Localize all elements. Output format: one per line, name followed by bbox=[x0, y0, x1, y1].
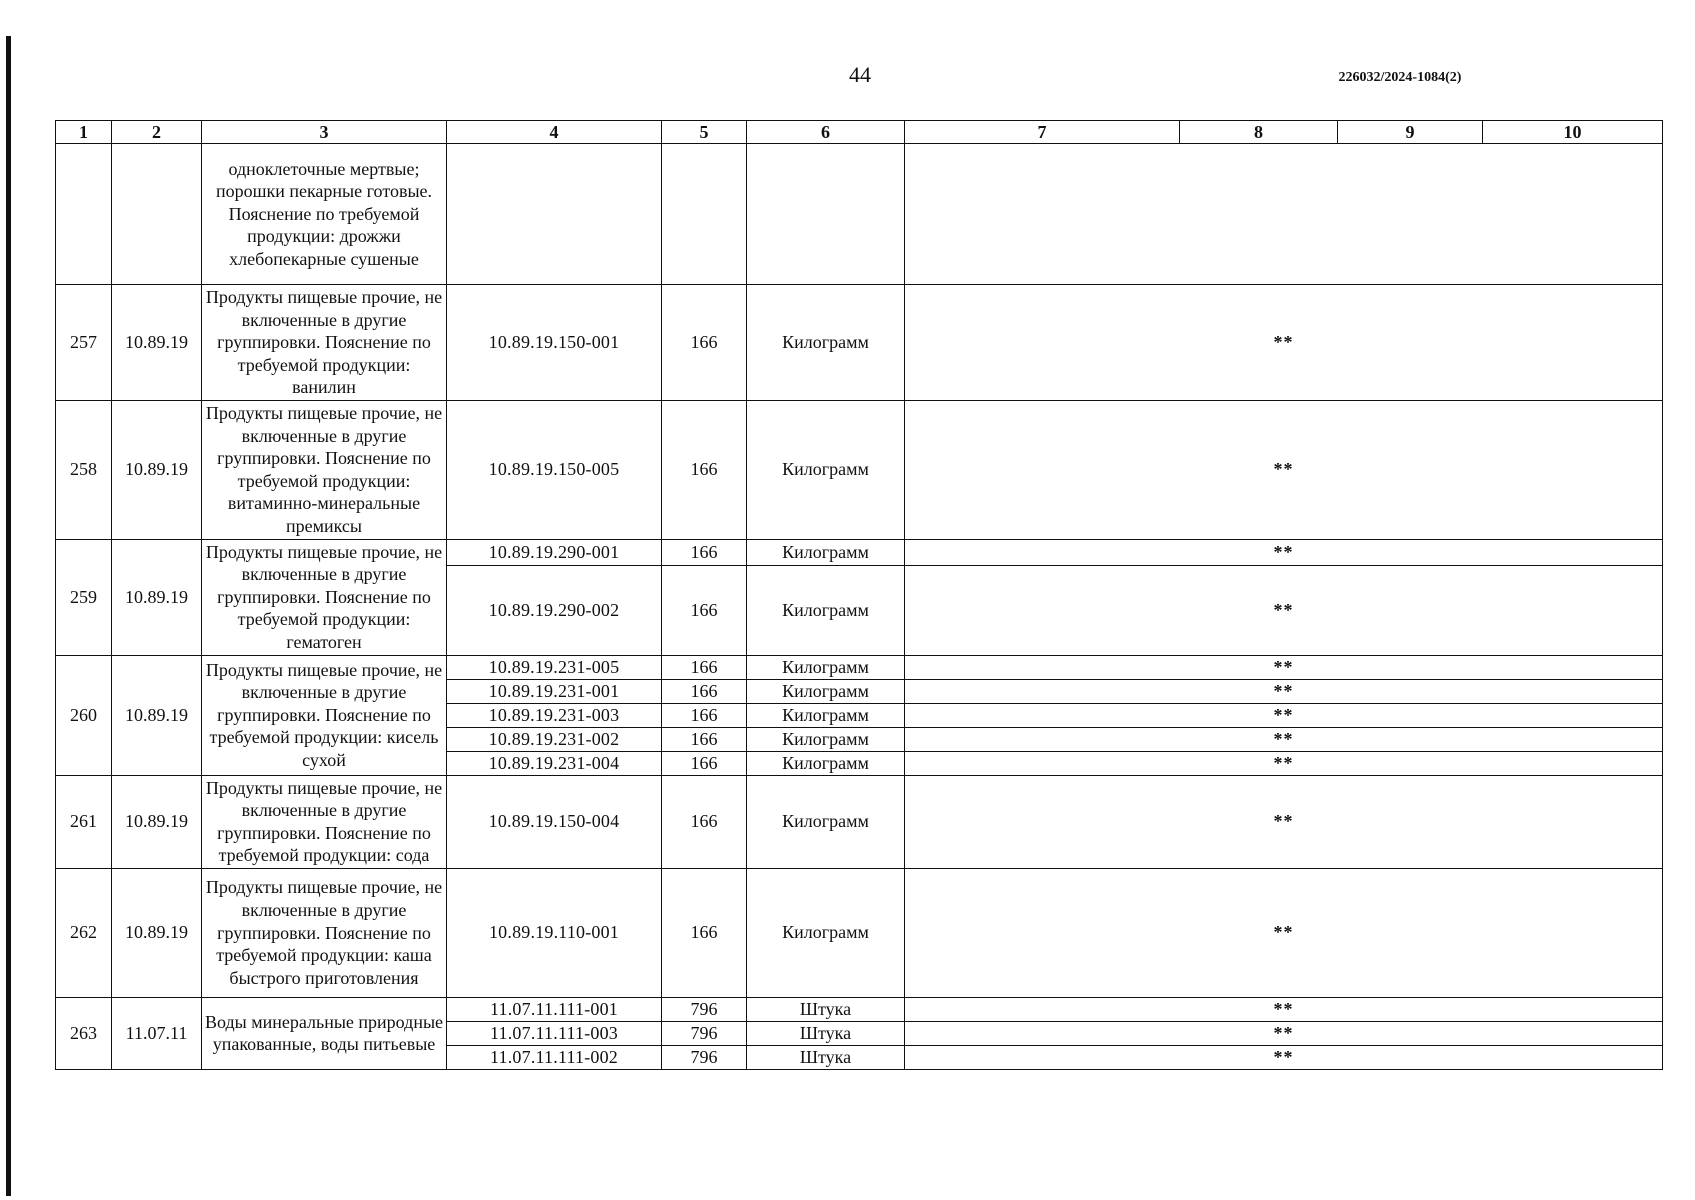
code-cell: 10.89.19.150-001 bbox=[447, 285, 662, 401]
code-cell: 11.07.11.111-002 bbox=[447, 1045, 662, 1069]
description-cell: Продукты пищевые прочие, не включенные в другие группировки. Пояснение по требуемой продукции: гематоген bbox=[202, 539, 447, 655]
unit-cell: Килограмм bbox=[747, 868, 905, 997]
code-cell: 10.89.19.290-002 bbox=[447, 566, 662, 655]
characteristics-cell: ** bbox=[905, 285, 1663, 401]
table-row bbox=[56, 285, 1663, 401]
code-cell bbox=[447, 144, 662, 285]
okei-cell: 166 bbox=[662, 679, 747, 703]
unit-cell: Штука bbox=[747, 997, 905, 1021]
code-cell: 10.89.19.110-001 bbox=[447, 868, 662, 997]
okei-cell: 166 bbox=[662, 285, 747, 401]
description-cell: Воды минеральные природные упакованные, воды питьевые bbox=[202, 997, 447, 1069]
unit-cell: Килограмм bbox=[747, 703, 905, 727]
column-header: 4 bbox=[447, 121, 662, 144]
characteristics-cell: ** bbox=[905, 997, 1663, 1021]
code-cell: 11.07.11.111-003 bbox=[447, 1021, 662, 1045]
okpd-cell: 10.89.19 bbox=[112, 400, 202, 539]
okei-cell: 166 bbox=[662, 868, 747, 997]
description-cell: Продукты пищевые прочие, не включенные в другие группировки. Пояснение по требуемой продукции: каша быстрого приготовления bbox=[202, 868, 447, 997]
okpd-cell: 11.07.11 bbox=[112, 997, 202, 1069]
okei-cell: 166 bbox=[662, 727, 747, 751]
row-number-cell: 260 bbox=[56, 655, 112, 775]
column-header: 7 bbox=[905, 121, 1180, 144]
table-row bbox=[56, 868, 1663, 997]
characteristics-cell: ** bbox=[905, 539, 1663, 566]
row-number-cell: 258 bbox=[56, 400, 112, 539]
description-cell: Продукты пищевые прочие, не включенные в другие группировки. Пояснение по требуемой продукции: сода bbox=[202, 775, 447, 868]
column-header: 1 bbox=[56, 121, 112, 144]
column-header: 6 bbox=[747, 121, 905, 144]
column-number-row bbox=[56, 121, 1663, 144]
unit-cell: Килограмм bbox=[747, 679, 905, 703]
okpd-cell: 10.89.19 bbox=[112, 775, 202, 868]
row-number-cell: 261 bbox=[56, 775, 112, 868]
row-number-cell: 259 bbox=[56, 539, 112, 655]
table-row bbox=[56, 997, 1663, 1021]
unit-cell: Килограмм bbox=[747, 285, 905, 401]
okei-cell: 166 bbox=[662, 775, 747, 868]
code-cell: 10.89.19.290-001 bbox=[447, 539, 662, 566]
okpd-cell: 10.89.19 bbox=[112, 868, 202, 997]
characteristics-cell: ** bbox=[905, 679, 1663, 703]
unit-cell bbox=[747, 144, 905, 285]
unit-cell: Килограмм bbox=[747, 400, 905, 539]
table-row bbox=[56, 400, 1663, 539]
description-cell: одноклеточные мертвые; порошки пекарные готовые. Пояснение по требуемой продукции: дрожжи хлебопекарные сушеные bbox=[202, 144, 447, 285]
unit-cell: Штука bbox=[747, 1021, 905, 1045]
okpd-cell: 10.89.19 bbox=[112, 285, 202, 401]
okei-cell: 166 bbox=[662, 539, 747, 566]
okei-cell: 166 bbox=[662, 751, 747, 775]
row-number-cell bbox=[56, 144, 112, 285]
okei-cell: 166 bbox=[662, 655, 747, 679]
code-cell: 11.07.11.111-001 bbox=[447, 997, 662, 1021]
okei-cell: 796 bbox=[662, 1045, 747, 1069]
code-cell: 10.89.19.231-005 bbox=[447, 655, 662, 679]
code-cell: 10.89.19.231-002 bbox=[447, 727, 662, 751]
characteristics-cell: ** bbox=[905, 727, 1663, 751]
characteristics-cell: ** bbox=[905, 400, 1663, 539]
row-number-cell: 262 bbox=[56, 868, 112, 997]
document-id: 226032/2024-1084(2) bbox=[1338, 70, 1462, 85]
page-number: 44 bbox=[849, 62, 871, 87]
okpd-cell: 10.89.19 bbox=[112, 655, 202, 775]
description-cell: Продукты пищевые прочие, не включенные в другие группировки. Пояснение по требуемой продукции: ванилин bbox=[202, 285, 447, 401]
okei-cell: 166 bbox=[662, 566, 747, 655]
okpd-cell: 10.89.19 bbox=[112, 539, 202, 655]
unit-cell: Килограмм bbox=[747, 539, 905, 566]
unit-cell: Килограмм bbox=[747, 566, 905, 655]
characteristics-cell bbox=[905, 144, 1663, 285]
specification-table bbox=[55, 120, 1663, 1070]
characteristics-cell: ** bbox=[905, 1021, 1663, 1045]
okei-cell: 166 bbox=[662, 703, 747, 727]
row-number-cell: 257 bbox=[56, 285, 112, 401]
unit-cell: Штука bbox=[747, 1045, 905, 1069]
characteristics-cell: ** bbox=[905, 1045, 1663, 1069]
code-cell: 10.89.19.231-003 bbox=[447, 703, 662, 727]
description-cell: Продукты пищевые прочие, не включенные в другие группировки. Пояснение по требуемой продукции: кисель сухой bbox=[202, 655, 447, 775]
table-row bbox=[56, 655, 1663, 679]
table-row bbox=[56, 539, 1663, 566]
description-cell: Продукты пищевые прочие, не включенные в другие группировки. Пояснение по требуемой продукции: витаминно-минеральные премиксы bbox=[202, 400, 447, 539]
code-cell: 10.89.19.150-004 bbox=[447, 775, 662, 868]
okei-cell bbox=[662, 144, 747, 285]
code-cell: 10.89.19.231-004 bbox=[447, 751, 662, 775]
row-number-cell: 263 bbox=[56, 997, 112, 1069]
table-row bbox=[56, 775, 1663, 868]
okei-cell: 166 bbox=[662, 400, 747, 539]
unit-cell: Килограмм bbox=[747, 775, 905, 868]
characteristics-cell: ** bbox=[905, 703, 1663, 727]
column-header: 2 bbox=[112, 121, 202, 144]
column-header: 10 bbox=[1483, 121, 1663, 144]
code-cell: 10.89.19.150-005 bbox=[447, 400, 662, 539]
code-cell: 10.89.19.231-001 bbox=[447, 679, 662, 703]
unit-cell: Килограмм bbox=[747, 655, 905, 679]
characteristics-cell: ** bbox=[905, 655, 1663, 679]
column-header: 9 bbox=[1338, 121, 1483, 144]
unit-cell: Килограмм bbox=[747, 727, 905, 751]
unit-cell: Килограмм bbox=[747, 751, 905, 775]
okei-cell: 796 bbox=[662, 1021, 747, 1045]
okei-cell: 796 bbox=[662, 997, 747, 1021]
characteristics-cell: ** bbox=[905, 868, 1663, 997]
characteristics-cell: ** bbox=[905, 751, 1663, 775]
characteristics-cell: ** bbox=[905, 775, 1663, 868]
characteristics-cell: ** bbox=[905, 566, 1663, 655]
okpd-cell bbox=[112, 144, 202, 285]
table-body bbox=[56, 144, 1663, 1070]
column-header: 3 bbox=[202, 121, 447, 144]
column-header: 5 bbox=[662, 121, 747, 144]
scan-edge-shadow bbox=[6, 36, 11, 1196]
column-header: 8 bbox=[1180, 121, 1338, 144]
continuation-row bbox=[56, 144, 1663, 285]
